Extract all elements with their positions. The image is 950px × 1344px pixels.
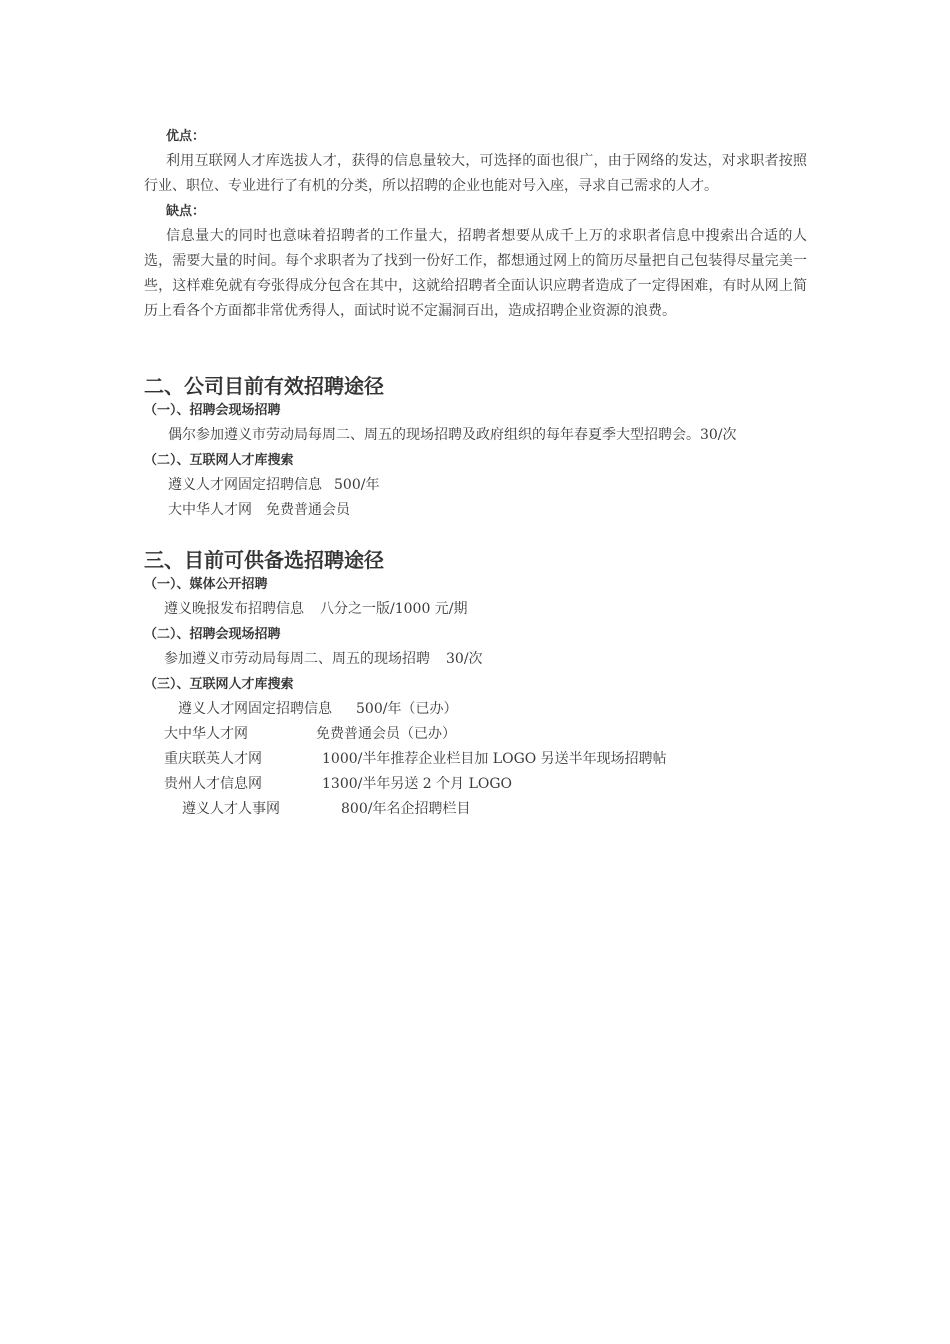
pros-paragraph: 利用互联网人才库选拔人才，获得的信息量较大，可选择的面也很广，由于网络的发达，对求职者按照行业、职位、专业进行了有机的分类，所以招聘的企业也能对号入座，寻求自己需求的人才。	[144, 153, 807, 194]
section2-heading: 二、公司目前有效招聘途径	[144, 374, 384, 398]
item-value: 500/年（已办）	[356, 701, 458, 717]
item-name: 遵义人才人事网	[182, 801, 280, 817]
section3-sub3-heading: （三）、互联网人才库搜索	[144, 677, 294, 692]
item-name: 参加遵义市劳动局每周二、周五的现场招聘	[164, 651, 430, 667]
item-value: 1300/半年另送 2 个月 LOGO	[322, 776, 513, 792]
item-value: 免费普通会员	[266, 502, 350, 518]
item-name: 大中华人才网	[168, 502, 252, 518]
section3-sub1-heading: （一）、媒体公开招聘	[144, 577, 268, 592]
item-value: 八分之一版/1000 元/期	[320, 601, 468, 617]
section3-sub3-item3	[164, 749, 667, 769]
section3-sub3-item5	[182, 799, 470, 819]
item-value: 免费普通会员（已办）	[316, 726, 456, 742]
section3-sub1-item1	[164, 599, 468, 619]
item-name: 遵义人才网固定招聘信息	[178, 701, 332, 717]
section3-sub2-item1	[164, 649, 483, 669]
section2-sub2-heading: （二）、互联网人才库搜索	[144, 453, 294, 468]
section2-sub1-heading: （一）、招聘会现场招聘	[144, 403, 281, 418]
item-value: 500/年	[334, 477, 380, 493]
section2-sub1-line: 偶尔参加遵义市劳动局每周二、周五的现场招聘及政府组织的每年春夏季大型招聘会。30/次	[168, 427, 737, 443]
section3-sub3-item2	[164, 724, 456, 744]
item-value: 1000/半年推荐企业栏目加 LOGO 另送半年现场招聘帖	[322, 751, 667, 767]
section2-sub2-item1	[168, 475, 379, 495]
section3-sub2-heading: （二）、招聘会现场招聘	[144, 627, 281, 642]
item-value: 30/次	[446, 651, 483, 667]
item-name: 遵义人才网固定招聘信息	[168, 477, 322, 493]
item-name: 重庆联英人才网	[164, 751, 262, 767]
item-name: 遵义晚报发布招聘信息	[164, 601, 304, 617]
section3-heading: 三、目前可供备选招聘途径	[144, 548, 384, 572]
section3-sub3-item1	[178, 699, 457, 719]
section3-sub3-item4	[164, 774, 512, 794]
item-name: 大中华人才网	[164, 726, 248, 742]
item-name: 贵州人才信息网	[164, 776, 262, 792]
cons-label: 缺点：	[166, 204, 206, 219]
item-value: 800/年名企招聘栏目	[341, 801, 471, 817]
section2-sub2-item2	[168, 500, 350, 520]
cons-paragraph: 信息量大的同时也意味着招聘者的工作量大，招聘者想要从成千上万的求职者信息中搜索出合适的人选，需要大量的时间。每个求职者为了找到一份好工作，都想通过网上的简历尽量把自己包装得尽量完美一些，这样难免就有夸张得成分包含在其中，这就给招聘者全面认识应聘者造成了一定得困难，有时从网上简历上看各个方面都非常优秀得人，面试时说不定漏洞百出，造成招聘企业资源的浪费。	[144, 228, 807, 319]
pros-label: 优点：	[166, 129, 206, 144]
